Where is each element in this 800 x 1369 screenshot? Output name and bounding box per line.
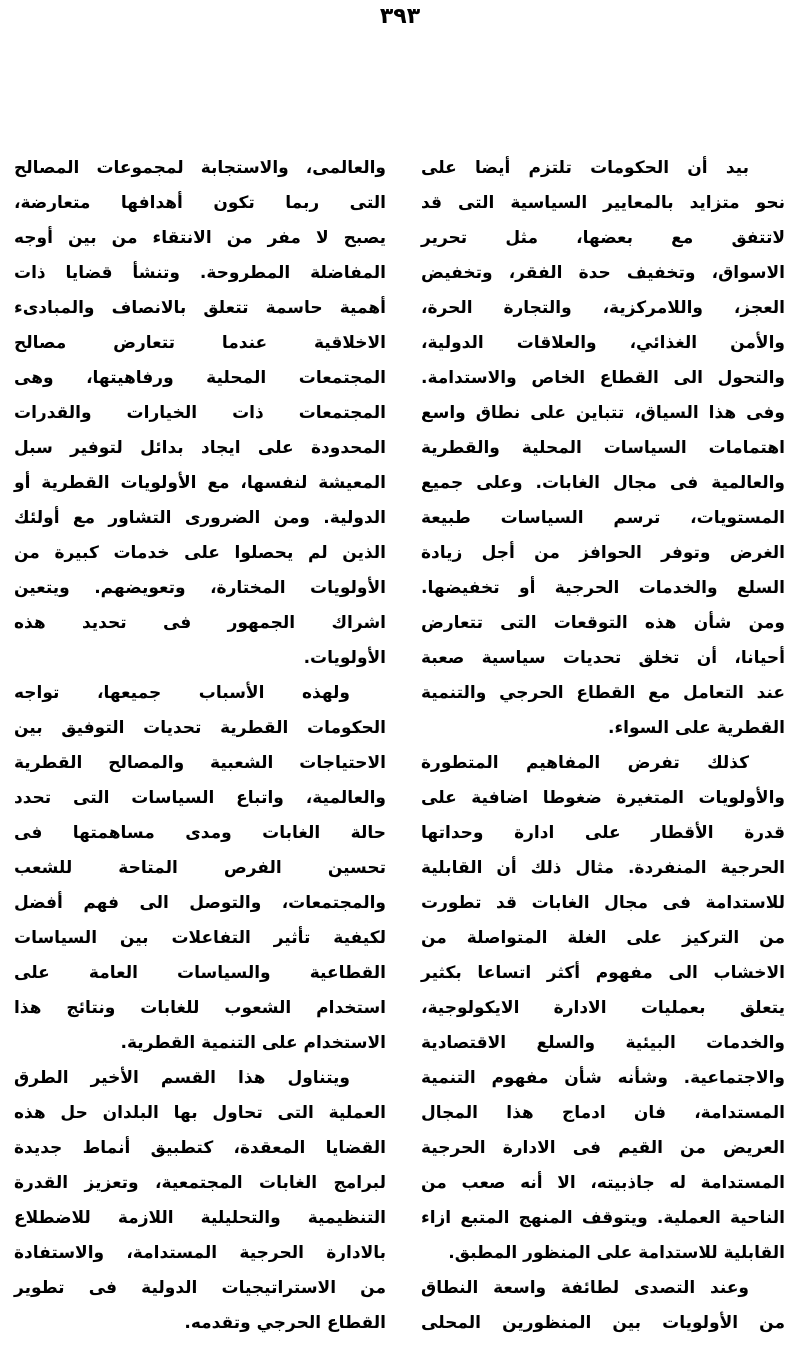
text-line: التى ربما تكون أهدافها متعارضة،: [14, 193, 386, 213]
text-line: قدرة الأقطار على ادارة وحداتها: [421, 823, 785, 843]
text-line: الحكومات القطرية تحديات التوفيق بين: [14, 718, 386, 738]
text-line: القضايا المعقدة، كتطبيق أنماط جديدة: [14, 1138, 386, 1158]
text-line: المعيشة لنفسها، مع الأولويات القطرية أو: [14, 473, 386, 493]
text-line: حالة الغابات ومدى مساهمتها فى: [14, 823, 386, 843]
text-line: نحو متزايد بالمعايير السياسية التى قد: [421, 193, 785, 213]
text-column-right: [421, 151, 785, 1341]
paragraph: [14, 1061, 386, 1341]
text-line: بيد أن الحكومات تلتزم أيضا على: [421, 158, 749, 178]
text-line: المفاضلة المطروحة. وتنشأ قضايا ذات: [14, 263, 386, 283]
text-line: والتحول الى القطاع الخاص والاستدامة.: [421, 368, 785, 388]
text-line: التنظيمية والتحليلية اللازمة للاضطلاع: [14, 1208, 386, 1228]
text-line: ومن شأن هذه التوقعات التى تتعارض: [421, 613, 785, 633]
text-line: عند التعامل مع القطاع الحرجي والتنمية: [421, 683, 785, 703]
text-line: العملية التى تحاول بها البلدان حل هذه: [14, 1103, 386, 1123]
text-line: القطاعية والسياسات العامة على: [14, 963, 386, 983]
text-column-left: [14, 151, 386, 1341]
text-line: المجتمعات المحلية ورفاهيتها، وهى: [14, 368, 386, 388]
text-line: الاخشاب الى مفهوم أكثر اتساعا بكثير: [421, 963, 785, 983]
text-line: لاتتفق مع بعضها، مثل تحرير: [421, 228, 785, 248]
text-line: وعند التصدى لطائفة واسعة النطاق: [421, 1278, 749, 1298]
text-line: السلع والخدمات الحرجية أو تخفيضها.: [421, 578, 785, 598]
text-line: العريض من القيم فى الادارة الحرجية: [421, 1138, 785, 1158]
paragraph: [421, 151, 785, 746]
text-line: المستدامة، فان ادماج هذا المجال: [421, 1103, 785, 1123]
text-line: والاجتماعية. وشأنه شأن مفهوم التنمية: [421, 1068, 785, 1088]
text-line: والعالمية، واتباع السياسات التى تحدد: [14, 788, 386, 808]
page-number: ٣٩٣: [379, 4, 421, 29]
text-line: وفى هذا السياق، تتباين على نطاق واسع: [421, 403, 785, 423]
text-line: الأولويات المختارة، وتعويضهم. ويتعين: [14, 578, 386, 598]
text-line: من الاستراتيجيات الدولية فى تطوير: [14, 1278, 386, 1298]
text-line: الذين لم يحصلوا على خدمات كبيرة من: [14, 543, 386, 563]
text-line: ويتناول هذا القسم الأخير الطرق: [14, 1068, 350, 1088]
text-line: لبرامج الغابات المجتمعية، وتعزيز القدرة: [14, 1173, 386, 1193]
text-line: من التركيز على الغلة المتواصلة من: [421, 928, 785, 948]
text-line: الاسواق، وتخفيف حدة الفقر، وتخفيض: [421, 263, 785, 283]
text-line: العجز، واللامركزية، والتجارة الحرة،: [421, 298, 785, 318]
paragraph: [14, 676, 386, 1061]
text-line: يصبح لا مفر من الانتقاء من بين أوجه: [14, 228, 386, 248]
text-line: الأولويات.: [303, 648, 386, 668]
text-line: والمجتمعات، والتوصل الى فهم أفضل: [14, 893, 386, 913]
text-line: القطرية على السواء.: [607, 718, 785, 738]
text-line: الاخلاقية عندما تتعارض مصالح: [14, 333, 386, 353]
text-line: اشراك الجمهور فى تحديد هذه: [14, 613, 386, 633]
paragraph: [421, 746, 785, 1271]
text-line: تحسين الفرص المتاحة للشعب: [14, 858, 386, 878]
text-line: اهتمامات السياسات المحلية والقطرية: [421, 438, 785, 458]
text-line: والعالمية فى مجال الغابات. وعلى جميع: [421, 473, 785, 493]
text-line: أهمية حاسمة تتعلق بالانصاف والمبادىء: [14, 298, 386, 318]
text-line: استخدام الشعوب للغابات ونتائج هذا: [14, 998, 386, 1018]
text-line: المستدامة له جاذبيته، الا أنه صعب من: [421, 1173, 785, 1193]
paragraph: [421, 1271, 785, 1341]
text-line: الدولية. ومن الضرورى التشاور مع أولئك: [14, 508, 386, 528]
text-line: والخدمات البيئية والسلع الاقتصادية: [421, 1033, 785, 1053]
text-line: الناحية العملية. ويتوقف المنهج المتبع ازاء: [421, 1208, 785, 1228]
paragraph: [14, 151, 386, 676]
text-line: أحيانا، أن تخلق تحديات سياسية صعبة: [421, 648, 785, 668]
text-line: المجتمعات ذات الخيارات والقدرات: [14, 403, 386, 423]
text-line: المحدودة على ايجاد بدائل لتوفير سبل: [14, 438, 386, 458]
text-line: للاستدامة فى مجال الغابات قد تطورت: [421, 893, 785, 913]
text-line: لكيفية تأثير التفاعلات بين السياسات: [14, 928, 386, 948]
text-line: المستويات، ترسم السياسات طبيعة: [421, 508, 785, 528]
text-line: بالادارة الحرجية المستدامة، والاستفادة: [14, 1243, 386, 1263]
text-line: والأولويات المتغيرة ضغوطا اضافية على: [421, 788, 785, 808]
text-line: والعالمى، والاستجابة لمجموعات المصالح: [14, 158, 386, 178]
text-line: من الأولويات بين المنظورين المحلى: [421, 1313, 785, 1333]
text-line: الغرض وتوفر الحوافز من أجل زيادة: [421, 543, 785, 563]
text-line: يتعلق بعمليات الادارة الايكولوجية،: [421, 998, 785, 1018]
text-line: الحرجية المنفردة. مثال ذلك أن القابلية: [421, 858, 785, 878]
text-line: الاحتياجات الشعبية والمصالح القطرية: [14, 753, 386, 773]
text-line: القطاع الحرجي وتقدمه.: [184, 1313, 386, 1333]
text-line: ولهذه الأسباب جميعها، تواجه: [14, 683, 350, 703]
text-line: كذلك تفرض المفاهيم المتطورة: [421, 753, 749, 773]
text-line: والأمن الغذائي، والعلاقات الدولية،: [421, 333, 785, 353]
text-line: القابلية للاستدامة على المنظور المطبق.: [448, 1243, 785, 1263]
text-line: الاستخدام على التنمية القطرية.: [120, 1033, 386, 1053]
